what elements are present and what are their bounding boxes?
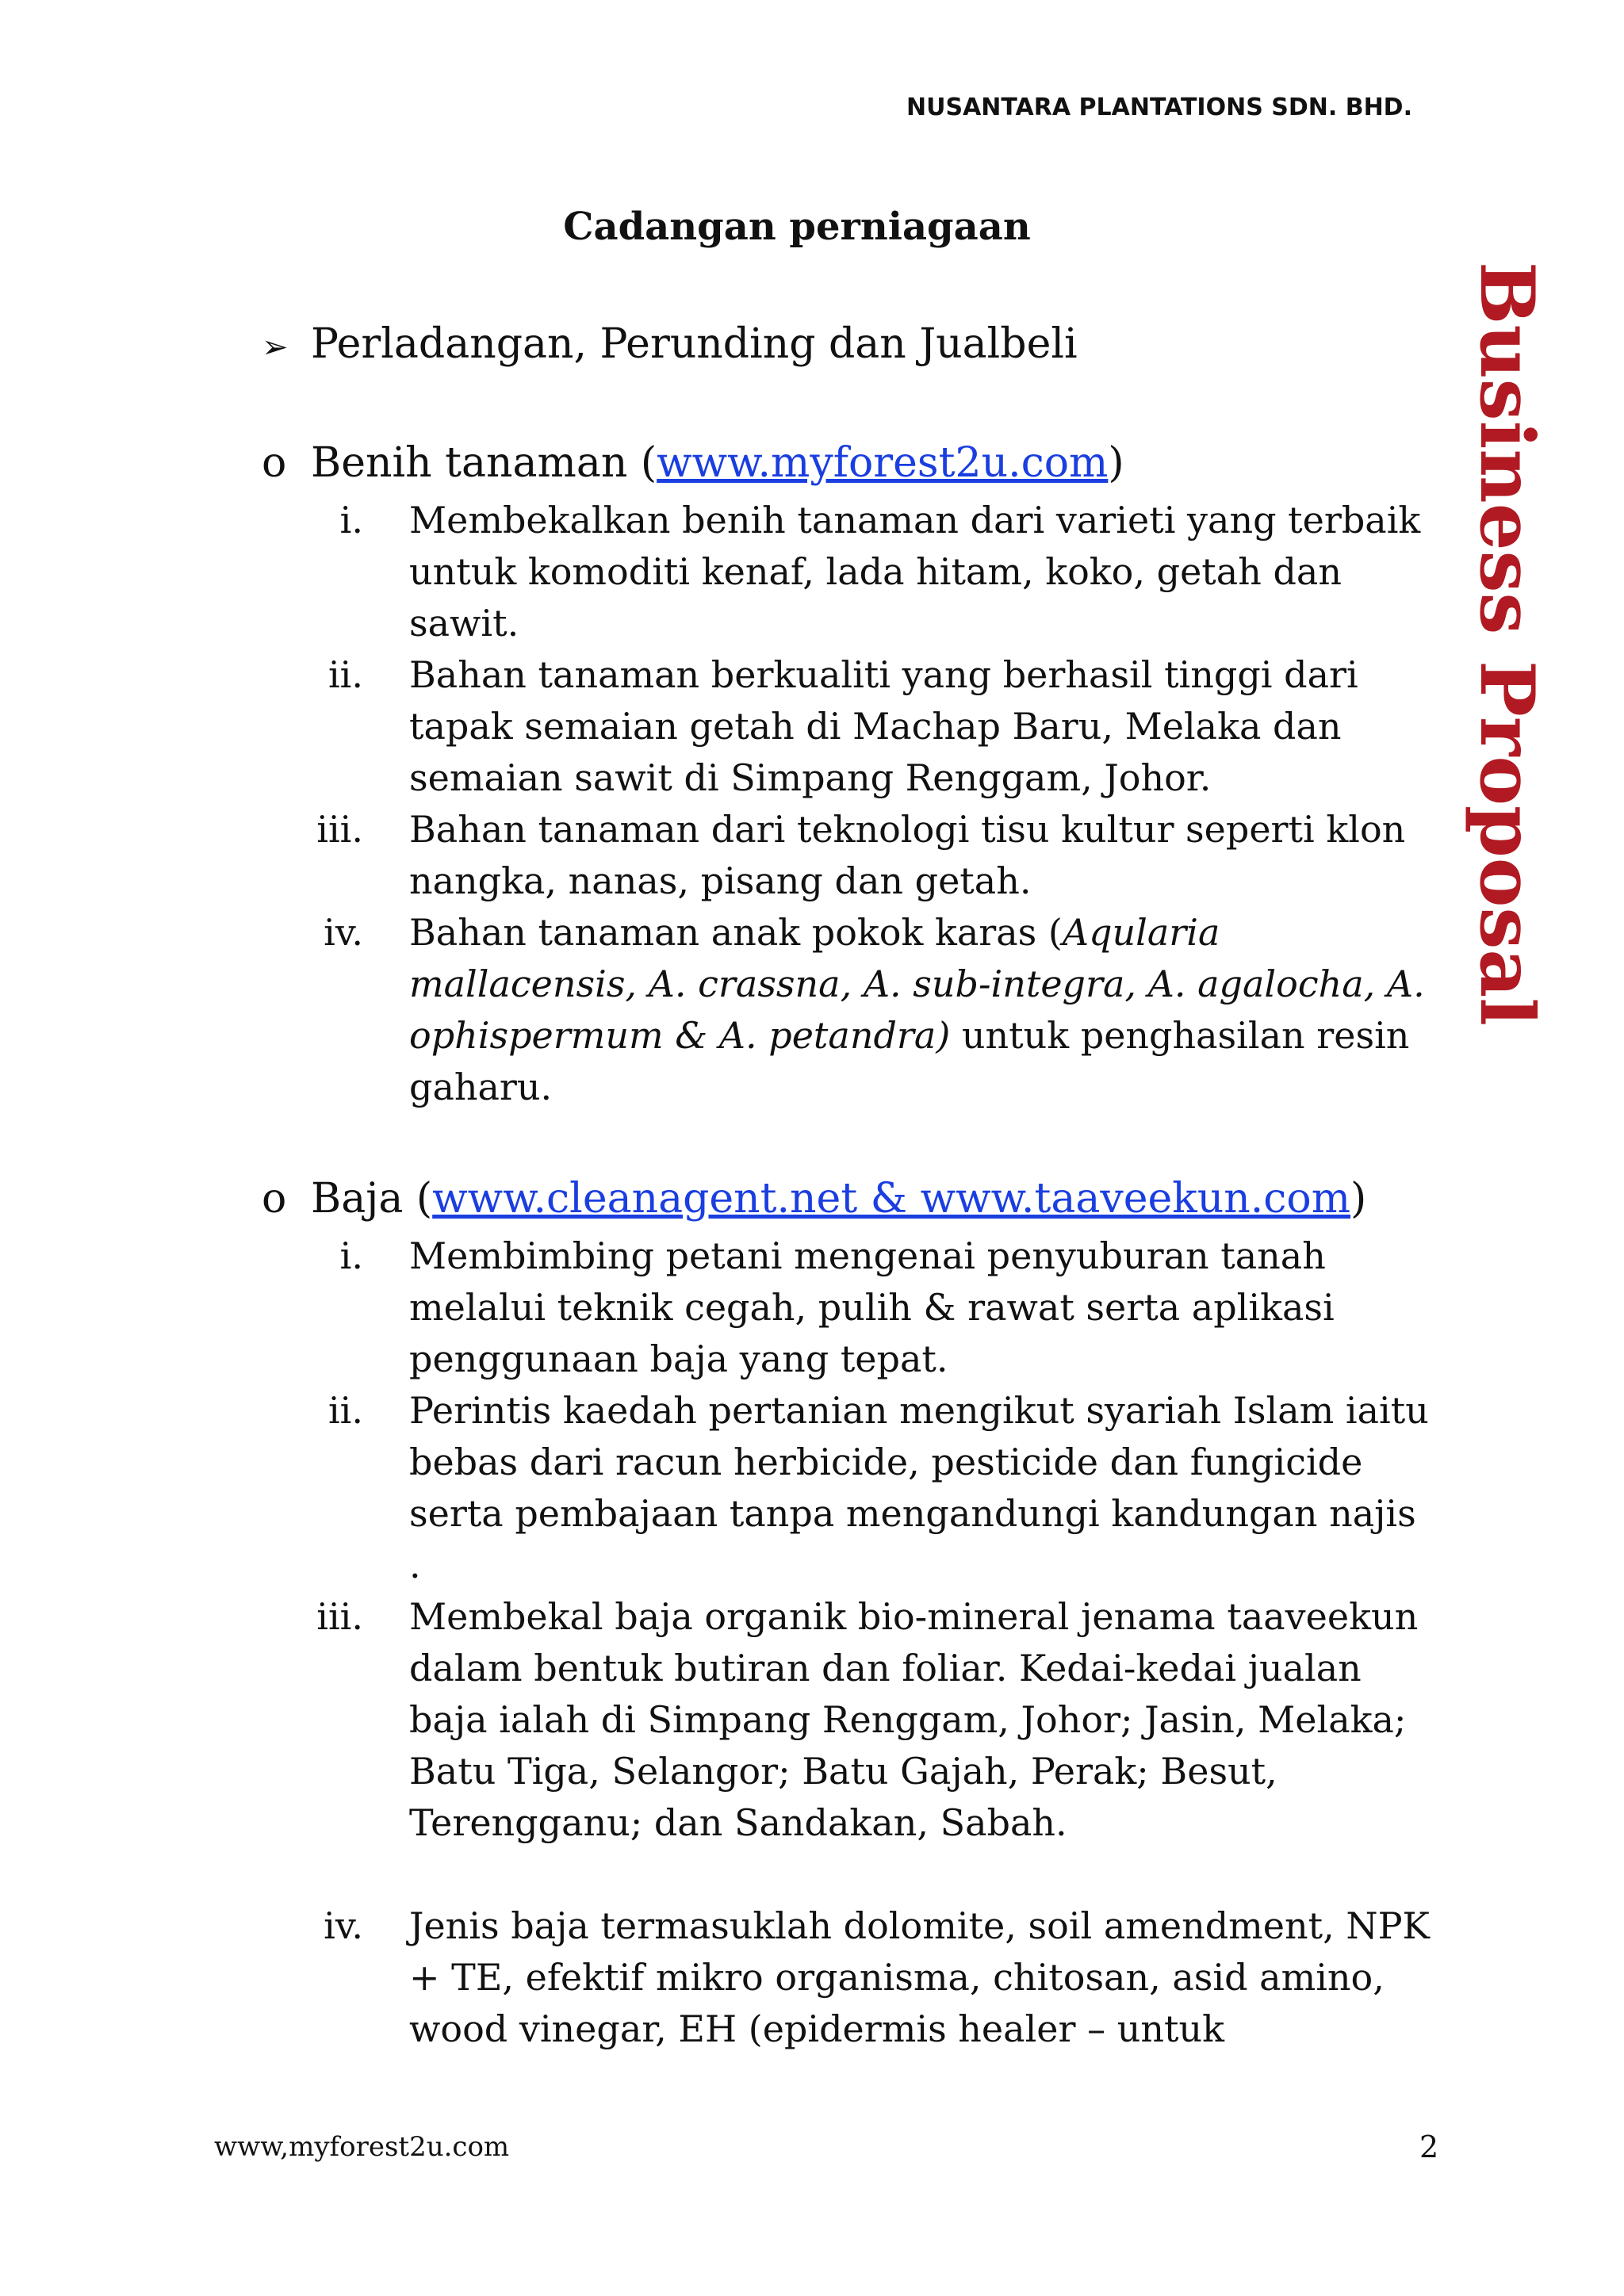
section-heading-benih <box>262 439 1124 487</box>
footer-website: www,myforest2u.com <box>214 2131 510 2163</box>
item-text: Jenis baja termasuklah dolomite, soil amendment, NPK + TE, efektif mikro organisma, chitosan, asid amino, wood vinegar, EH (epidermis healer – untuk <box>409 1904 1430 2050</box>
section-label: Benih tanaman <box>311 439 628 487</box>
circle-bullet-icon: o <box>262 1175 287 1223</box>
list-item <box>262 649 1388 808</box>
item-number: iii. <box>316 808 363 851</box>
company-header: NUSANTARA PLANTATIONS SDN. BHD. <box>906 94 1412 121</box>
side-label-text: Business Proposal <box>1463 261 1550 1027</box>
item-text <box>409 907 1432 1113</box>
item-text: Membekal baja organik bio-mineral jenama taaveekun dalam bentuk butiran dan foliar. Kedai-kedai jualan baja ialah di Simpang Renggam, Johor; Jasin, Melaka; Batu Tiga, Selangor; Batu Gajah, Perak; Besut, Terengganu; dan Sandakan, Sabah. <box>409 1595 1419 1844</box>
item-text: Bahan tanaman dari teknologi tisu kultur seperti klon nangka, nanas, pisang dan getah. <box>409 808 1406 902</box>
item-text: Membimbing petani mengenai penyuburan tanah melalui teknik cegah, pulih & rawat serta aplikasi penggunaan baja yang tepat. <box>409 1234 1335 1380</box>
item-text: Bahan tanaman berkualiti yang berhasil tinggi dari tapak semaian getah di Machap Baru, Melaka dan semaian sawit di Simpang Renggam, Johor. <box>409 653 1358 799</box>
list-item <box>262 1900 1430 2059</box>
item-number: i. <box>339 1234 363 1277</box>
item-number: ii. <box>327 1389 363 1432</box>
species-names: Aqularia mallacensis, A. crassna, A. sub-integra, A. agalocha, A. ophispermum & A. petandra) <box>409 911 1425 1057</box>
item-text-part: untuk penghasilan resin gaharu. <box>409 1014 1410 1108</box>
arrow-bullet-icon: ➢ <box>262 329 289 365</box>
list-item <box>262 1385 1429 1591</box>
page-title: Cadangan perniagaan <box>563 205 1031 249</box>
list-item <box>262 804 1406 915</box>
paren-open: ( <box>416 1175 433 1223</box>
item-number: ii. <box>327 653 363 696</box>
list-item <box>262 1230 1388 1389</box>
list-item <box>262 1591 1419 1908</box>
circle-bullet-icon: o <box>262 439 287 487</box>
item-number: i. <box>339 499 363 541</box>
item-number: iv. <box>324 1904 363 1947</box>
item-text-part: Bahan tanaman anak pokok karas ( <box>409 911 1063 954</box>
paren-close: ) <box>1350 1175 1367 1223</box>
link-cleanagent-taaveekun[interactable]: www.cleanagent.net & www.taaveekun.com <box>432 1175 1351 1223</box>
item-text: Perintis kaedah pertanian mengikut syariah Islam iaitu bebas dari racun herbicide, pesticide dan fungicide serta pembajaan tanpa mengandungi kandungan najis . <box>409 1389 1429 1586</box>
list-item <box>262 907 1425 1121</box>
item-text: Membekalkan benih tanaman dari varieti yang terbaik untuk komoditi kenaf, lada hitam, koko, getah dan sawit. <box>409 499 1421 645</box>
paren-open: ( <box>640 439 657 487</box>
main-bullet-text: Perladangan, Perunding dan Jualbeli <box>311 320 1078 368</box>
list-item <box>262 495 1421 653</box>
section-heading-baja <box>262 1175 1366 1223</box>
link-myforest2u[interactable]: www.myforest2u.com <box>657 439 1109 487</box>
item-number: iv. <box>324 911 363 954</box>
item-number: iii. <box>316 1595 363 1638</box>
section-label: Baja <box>311 1175 404 1223</box>
side-label <box>1451 261 1562 1027</box>
paren-close: ) <box>1108 439 1124 487</box>
page-number: 2 <box>1419 2130 1439 2164</box>
main-bullet <box>262 320 1078 368</box>
